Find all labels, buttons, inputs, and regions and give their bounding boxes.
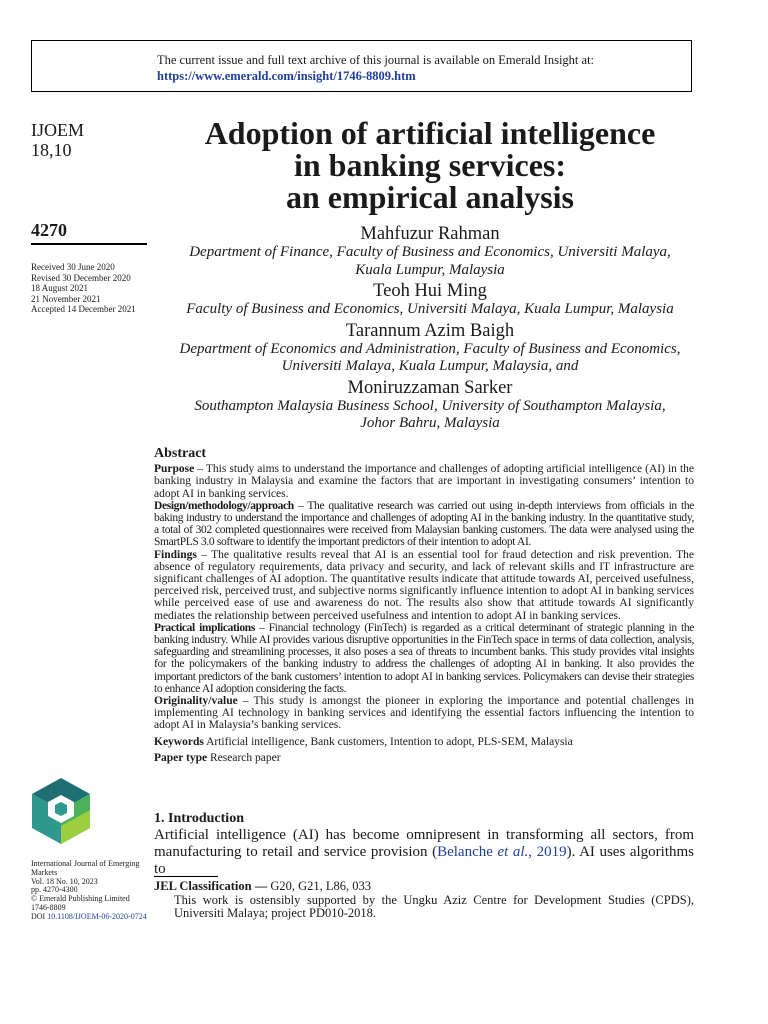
journal-info-line: International Journal of Emerging	[31, 859, 140, 868]
page-number: 4270	[31, 220, 67, 240]
abstract-originality	[154, 695, 694, 732]
abstract-design	[154, 500, 694, 549]
author-affiliation	[150, 244, 710, 279]
journal-info-line: Vol. 18 No. 10, 2023	[31, 876, 98, 886]
journal-info-line: © Emerald Publishing Limited	[31, 894, 130, 904]
abstract-purpose	[154, 463, 694, 500]
date-revised: 18 August 2021	[31, 283, 89, 294]
date-received: Received 30 June 2020	[31, 262, 115, 272]
journal-archive-link[interactable]: https://www.emerald.com/insight/1746-8809.htm	[157, 69, 416, 83]
crossmark-logo-icon	[30, 776, 92, 846]
jel-label: JEL Classification —	[154, 879, 268, 893]
cite-author: Belanche	[437, 844, 498, 860]
affiliation-line: Johor Bahru, Malaysia	[360, 415, 500, 431]
journal-abbrev: IJOEM	[31, 120, 84, 140]
date-revised: Revised 30 December 2020	[31, 272, 131, 283]
journal-archive-notice	[31, 40, 692, 92]
practical-text: – Financial technology (FinTech) is regarded as a critical determinant of strategic planning in the banking industry. While AI provides various disruptive opportunities in the FinTech space in terms of data collection, analysis, safeguarding and streamlining processes, it also poses a sea of threats to incumbent banks. This study provides vital insights for the policymakers of the banking industry to address the challenges of adopting AI in banking. It also provides the important predictors of the bank customers’ intention to adopt AI in banking services. Policymakers can devise their strategies to enhance AI adoption considering the facts.	[154, 621, 694, 695]
design-label: Design/methodology/approach	[154, 499, 294, 512]
affiliation-line: Southampton Malaysia Business School, University of Southampton Malaysia,	[194, 397, 666, 414]
footnote	[154, 880, 694, 921]
journal-volume-issue: 18,10	[31, 140, 72, 160]
journal-info	[31, 860, 149, 922]
author-list	[150, 224, 710, 435]
affiliation-line: Department of Finance, Faculty of Business and Economics, Universiti Malaya,	[189, 244, 671, 260]
jel-classification	[154, 880, 694, 894]
affiliation-line: Department of Economics and Administration, Faculty of Business and Economics,	[179, 340, 681, 357]
introduction-paragraph	[154, 827, 694, 878]
jel-codes: G20, G21, L86, 033	[267, 879, 372, 893]
title-line: an empirical analysis	[285, 179, 574, 215]
footnote-rule	[154, 876, 218, 877]
purpose-label: Purpose	[154, 463, 195, 476]
journal-info-line: pp. 4270-4300	[31, 885, 78, 895]
doi-prefix: DOI	[31, 911, 48, 921]
title-line: Adoption of artificial intelligence	[204, 115, 656, 151]
affiliation-line: Faculty of Business and Economics, Universiti Malaya, Kuala Lumpur, Malaysia	[186, 301, 674, 317]
author-name: Moniruzzaman Sarker	[347, 377, 513, 398]
purpose-text: – This study aims to understand the importance and challenges of adopting artificial intelligence (AI) in the banking industry in Malaysia and examine the factors that are important in investigating consumers’ intention to adopt AI in banking services.	[154, 463, 694, 500]
paper-type	[154, 752, 694, 764]
originality-text: – This study is amongst the pioneer in exploring the importance and potential challenges in implementing AI technology in banking services and identifying the essential factors influencing the intention to adopt AI in Malaysia’s banking services.	[154, 695, 694, 732]
design-text: – The qualitative research was carried out using in-depth interviews from officials in the baking industry to understand the importance and challenges of adopting AI in the banking industry. In the quantitative study, a total of 302 completed questionnaires were received from Malaysian banking customers. The data were analysed using the SmartPLS 3.0 software to identify the important predictors of their intention to adopt AI.	[154, 499, 694, 549]
author-name: Tarannum Azim Baigh	[345, 320, 515, 341]
journal-info-line: Markets	[31, 867, 58, 877]
paper-type-text: Research paper	[207, 751, 281, 764]
submission-dates	[31, 262, 136, 315]
affiliation-line: Kuala Lumpur, Malaysia	[355, 261, 505, 278]
author-affiliation	[150, 341, 710, 376]
cite-etal: et al.	[497, 844, 529, 860]
date-revised: 21 November 2021	[31, 293, 101, 304]
practical-label: Practical implications	[154, 621, 255, 634]
author-name: Teoh Hui Ming	[373, 281, 487, 301]
archive-notice-text: The current issue and full text archive of this journal is available on Emerald Insight at:	[157, 53, 595, 67]
abstract-section	[154, 448, 694, 764]
intro-text: ). AI uses algorithms to	[154, 844, 695, 877]
page-number-rule	[31, 243, 147, 245]
affiliation-line: Universiti Malaya, Kuala Lumpur, Malaysia, and	[281, 358, 579, 374]
findings-text: – The qualitative results reveal that AI is an essential tool for fraud detection and risk prevention. The absence of regulatory requirements, data privacy and security, and lack of relevant skills and IT infrastructure are significant challenges of AI adoption. The quantitative results indicate that attitude towards AI, perceived usefulness, perceived risk, perceived trust, and subjective norms significantly influence intention to adopt AI in banking services while perceived ease of use and awareness do not. The results also show that attitude towards AI significantly mediates the relationship between perceived usefulness and intention to adopt AI in banking services.	[154, 548, 694, 622]
originality-label: Originality/value	[154, 695, 238, 708]
author-affiliation	[150, 398, 710, 433]
keywords	[154, 736, 694, 748]
abstract-heading: Abstract	[154, 446, 207, 461]
author-name: Mahfuzur Rahman	[360, 224, 500, 244]
paper-type-label: Paper type	[154, 751, 208, 764]
keywords-label: Keywords	[154, 735, 204, 748]
journal-code	[31, 120, 84, 160]
doi-line	[31, 913, 149, 922]
journal-info-line: 1746-8809	[31, 902, 66, 912]
paper-title	[150, 117, 710, 213]
doi-link[interactable]: 10.1108/IJOEM-06-2020-0724	[47, 911, 147, 921]
cite-year: , 2019	[528, 844, 567, 860]
intro-text: Artificial intelligence (AI) has become omnipresent in transforming all sectors, from manufacturing to retail and service provision (	[154, 827, 694, 860]
keywords-text: Artificial intelligence, Bank customers, Intention to adopt, PLS-SEM, Malaysia	[203, 735, 573, 748]
funding-note: This work is ostensibly supported by the Ungku Aziz Centre for Development Studies (CPDS), Universiti Malaya; project PD010-2018.	[174, 892, 694, 920]
abstract-practical	[154, 622, 694, 695]
citation-link[interactable]	[437, 844, 567, 860]
abstract-findings	[154, 549, 694, 622]
date-accepted: Accepted 14 December 2021	[31, 304, 136, 315]
findings-label: Findings	[154, 548, 197, 561]
author-affiliation	[150, 301, 710, 319]
title-line: in banking services:	[293, 147, 567, 183]
introduction-heading: 1. Introduction	[154, 811, 244, 826]
